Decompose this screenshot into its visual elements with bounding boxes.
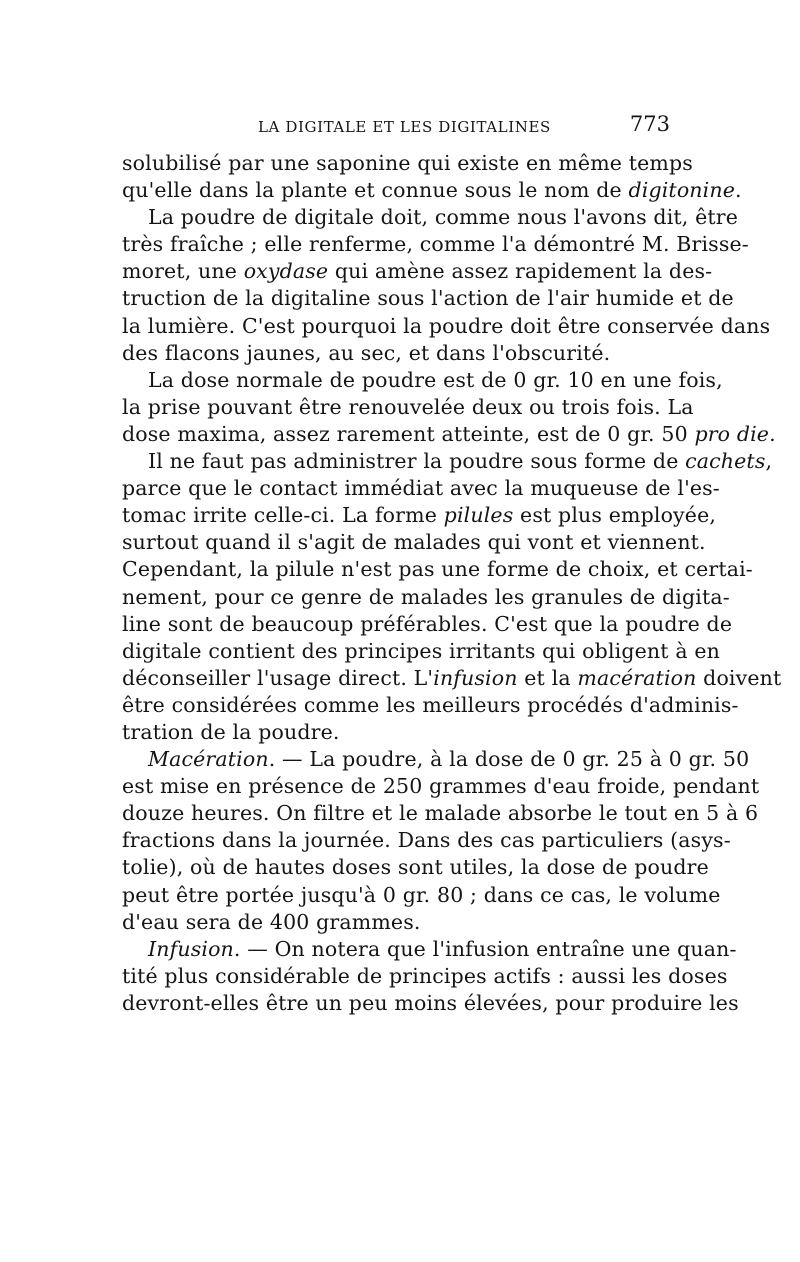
text-line bbox=[122, 367, 723, 394]
text-run: d'eau sera de 400 grammes. bbox=[122, 909, 421, 934]
text-run: La dose normale de poudre est de 0 gr. 10 en une fois, bbox=[148, 367, 723, 392]
text-run: tomac irrite celle-ci. La forme bbox=[122, 503, 444, 528]
text-line bbox=[122, 773, 760, 800]
text-line bbox=[122, 448, 773, 475]
text-run: qui amène assez rapidement la des- bbox=[328, 259, 713, 284]
text-run: . bbox=[769, 421, 776, 446]
text-line bbox=[122, 177, 742, 204]
text-run: est mise en présence de 250 grammes d'eau froide, pendant bbox=[122, 774, 760, 799]
text-run: tration de la poudre. bbox=[122, 719, 340, 744]
italic-run: digitonine bbox=[628, 178, 736, 203]
text-line bbox=[122, 638, 720, 665]
body-text bbox=[122, 150, 782, 1017]
text-line bbox=[122, 990, 739, 1017]
text-line bbox=[122, 827, 731, 854]
text-run: surtout quand il s'agit de malades qui vont et viennent. bbox=[122, 530, 706, 555]
text-run: truction de la digitaline sous l'action de l'air humide et de bbox=[122, 286, 734, 311]
text-line bbox=[122, 882, 721, 909]
text-run: est plus employée, bbox=[513, 503, 717, 528]
text-line bbox=[122, 584, 730, 611]
text-line bbox=[122, 421, 776, 448]
text-line bbox=[122, 746, 750, 773]
text-line bbox=[122, 258, 713, 285]
text-run: être considérées comme les meilleurs procédés d'adminis- bbox=[122, 692, 739, 717]
italic-run: macération bbox=[577, 665, 697, 690]
text-line bbox=[122, 556, 753, 583]
page-number: 773 bbox=[629, 112, 670, 136]
text-run: nement, pour ce genre de malades les granules de digita- bbox=[122, 584, 730, 609]
italic-run: Macération bbox=[148, 747, 269, 772]
text-run: la lumière. C'est pourquoi la poudre doit être conservée dans bbox=[122, 313, 771, 338]
text-run: très fraîche ; elle renferme, comme l'a démontré M. Brisse- bbox=[122, 232, 749, 257]
italic-run: Infusion bbox=[148, 936, 234, 961]
text-run: fractions dans la journée. Dans des cas particuliers (asys- bbox=[122, 828, 731, 853]
text-run: doivent bbox=[696, 665, 782, 690]
text-run: des flacons jaunes, au sec, et dans l'obscurité. bbox=[122, 340, 611, 365]
text-line bbox=[122, 909, 670, 936]
text-line bbox=[122, 394, 694, 421]
text-line bbox=[122, 529, 706, 556]
text-run: Il ne faut pas administrer la poudre sous forme de bbox=[148, 449, 686, 474]
text-line bbox=[122, 313, 771, 340]
text-line bbox=[122, 854, 709, 881]
italic-run: oxydase bbox=[243, 259, 329, 284]
text-run: dose maxima, assez rarement atteinte, est de 0 gr. 50 bbox=[122, 421, 695, 446]
text-line bbox=[122, 340, 670, 367]
text-line bbox=[122, 502, 717, 529]
italic-run: infusion bbox=[433, 665, 518, 690]
text-run: douze heures. On filtre et le malade absorbe le tout en 5 à 6 bbox=[122, 801, 759, 826]
text-run: Cependant, la pilule n'est pas une forme de choix, et certai- bbox=[122, 557, 753, 582]
text-line bbox=[122, 963, 728, 990]
text-run: moret, une bbox=[122, 259, 244, 284]
text-run: et la bbox=[517, 665, 578, 690]
text-run: la prise pouvant être renouvelée deux ou trois fois. La bbox=[122, 394, 694, 419]
text-run: . bbox=[735, 178, 742, 203]
text-run: qu'elle dans la plante et connue sous le nom de bbox=[122, 178, 629, 203]
text-run: devront-elles être un peu moins élevées, pour produire les bbox=[122, 990, 739, 1015]
italic-run: pilules bbox=[443, 503, 514, 528]
text-run: peut être portée jusqu'à 0 gr. 80 ; dans ce cas, le volume bbox=[122, 882, 721, 907]
italic-run: cachets bbox=[685, 449, 766, 474]
text-line bbox=[122, 611, 733, 638]
text-line bbox=[122, 692, 739, 719]
text-line bbox=[122, 665, 782, 692]
running-title: LA DIGITALE ET LES DIGITALINES bbox=[258, 118, 551, 136]
text-line bbox=[122, 150, 693, 177]
text-line bbox=[122, 285, 734, 312]
text-line bbox=[122, 800, 759, 827]
text-line bbox=[122, 936, 737, 963]
text-run: tolie), où de hautes doses sont utiles, la dose de poudre bbox=[122, 855, 709, 880]
text-line bbox=[122, 204, 739, 231]
text-line bbox=[122, 231, 749, 258]
text-run: . — On notera que l'infusion entraîne une quan- bbox=[233, 936, 737, 961]
italic-run: pro die bbox=[694, 421, 770, 446]
text-run: solubilisé par une saponine qui existe en même temps bbox=[122, 151, 693, 175]
text-line bbox=[122, 475, 720, 502]
text-run: La poudre de digitale doit, comme nous l'avons dit, être bbox=[148, 205, 739, 230]
text-run: digitale contient des principes irritants qui obligent à en bbox=[122, 638, 720, 663]
running-head bbox=[122, 112, 670, 142]
text-run: , bbox=[765, 449, 773, 474]
text-run: parce que le contact immédiat avec la muqueuse de l'es- bbox=[122, 476, 720, 501]
text-run: . — La poudre, à la dose de 0 gr. 25 à 0 gr. 50 bbox=[268, 747, 750, 772]
text-run: tité plus considérable de principes actifs : aussi les doses bbox=[122, 963, 728, 988]
text-run: line sont de beaucoup préférables. C'est que la poudre de bbox=[122, 611, 733, 636]
text-line bbox=[122, 719, 670, 746]
text-run: déconseiller l'usage direct. L' bbox=[122, 665, 434, 690]
